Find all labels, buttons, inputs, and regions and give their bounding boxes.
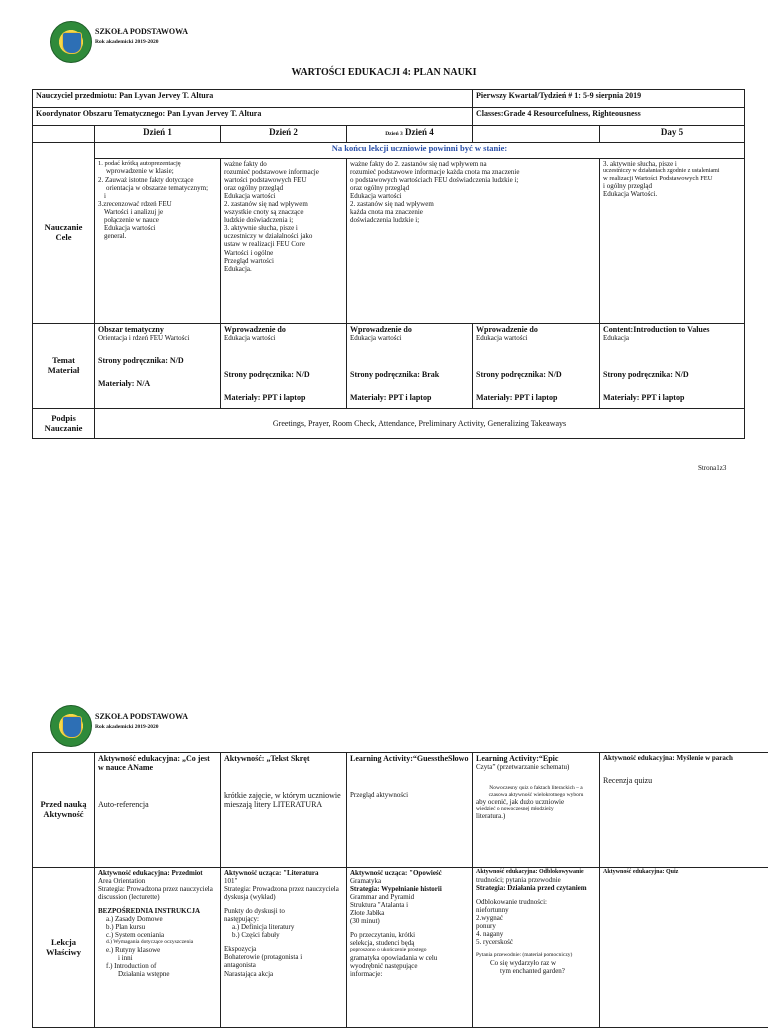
day-3-4-header: Dzień 3 Dzień 4 xyxy=(347,126,473,143)
teacher-info: Nauczyciel przedmiotu: Pan Lyvan Jervey T. Altura xyxy=(33,90,473,108)
before-activity-row-label: Przed nauką Aktywność xyxy=(33,753,95,868)
topic-day-5: Content:Introduction to Values Edukacja Strony podręcznika: N/D Materiały: PPT i laptop xyxy=(600,324,745,409)
objectives-banner: Na końcu lekcji uczniowie powinni być w stanie: xyxy=(95,143,745,159)
before-activity-day-1: Aktywność edukacyjna: „Co jest w nauce AName Auto-referencja xyxy=(95,753,221,868)
before-activity-day-4: Learning Activity:“Epic Czyta” (przetwarzanie schematu) Nowoczesny quiz o faktach literackich – a czasowa aktywność wielokrotnego wyboru aby ocenić, jak dużo uczniowie wiedzieć o nowoczesnej młodzieży literatura.) xyxy=(473,753,600,868)
school-name-page-2: SZKOŁA PODSTAWOWA xyxy=(95,712,188,721)
lesson-day-4: Aktywność edukacyjna: Odblokowywanie trudności; pytania przewodnie Strategia: Działania przed czytaniem Odblokowanie trudności: niefortunny 2.wygnać ponury 4. nagany 5. rycerskość Pytania przewodnie: (materiał pomocniczy) Co się wydarzyło raz w tym enchanted garden? xyxy=(473,868,600,1028)
lesson-day-3: Aktywność ucząca: "Opowieść Gramatyka Strategia: Wypełnianie historii Grammar and Pyramid Struktura "Atalanta i Złote Jabłka (30 minut) Po przeczytaniu, krótki selekcja, studenci będą poproszono o ukończenie prostego gramatyka opowiadania w celu wyodrębnić następujące informacje: xyxy=(347,868,473,1028)
before-activity-day-5: Aktywność edukacyjna: Myślenie w parach Recenzja quizu xyxy=(600,753,768,868)
topic-day-3: Wprowadzenie do Edukacja wartości Strony podręcznika: Brak Materiały: PPT i laptop xyxy=(347,324,473,409)
objectives-row-label: Nauczanie Cele xyxy=(33,143,95,324)
before-activity-day-2: Aktywność: „Tekst Skręt krótkie zajęcie, w którym uczniowie mieszają litery LITERATURA xyxy=(221,753,347,868)
signature-row-label: Podpis Nauczanie xyxy=(33,409,95,439)
topic-day-1: Obszar tematyczny Orientacja i rdzeń FEU Wartości Strony podręcznika: N/D Materiały: N/A xyxy=(95,324,221,409)
academic-year: Rok akademicki 2019-2020 xyxy=(95,39,159,45)
lesson-day-5: Aktywność edukacyjna: Quiz xyxy=(600,868,768,1028)
lesson-plan-table xyxy=(32,89,745,439)
before-activity-day-3: Learning Activity:“GuesstheSłowo Przegląd aktywności xyxy=(347,753,473,868)
signature-routine: Greetings, Prayer, Room Check, Attendance, Preliminary Activity, Generalizing Takeaways xyxy=(95,409,745,439)
day-1-header: Dzień 1 xyxy=(95,126,221,143)
objectives-day-5: 3. aktywnie słucha, pisze i uczestniczy w działaniach zgodnie z ustaleniami w realizacji Wartości Podstawowych FEU i ogólny przegląd Edukacja Wartości. xyxy=(600,159,745,324)
topic-day-2: Wprowadzenie do Edukacja wartości Strony podręcznika: N/D Materiały: PPT i laptop xyxy=(221,324,347,409)
school-logo xyxy=(50,21,92,63)
quarter-info: Pierwszy Kwartał/Tydzień # 1: 5-9 sierpnia 2019 xyxy=(473,90,745,108)
corner-cell xyxy=(33,126,95,143)
lesson-day-2: Aktywność ucząca: "Literatura 101" Strategia: Prowadzona przez nauczyciela dyskusja (wykład) Punkty do dyskusji to następujący: a.) Definicja literatury b.) Części fabuły Ekspozycja Bohaterowie (protagonista i antagonista Narastająca akcja xyxy=(221,868,347,1028)
objectives-day-1: 1. podać krótką autoprezentację wprowadzenie w klasie; 2. Zauważ istotne fakty dotyczące orientacja w obszarze tematycznym; i 3.zrecenzować rdzeń FEU Wartości i analizuj je połączenie w nauce Edukacja wartości general. xyxy=(95,159,221,324)
day-5-header: Day 5 xyxy=(600,126,745,143)
objectives-day-3-4: ważne fakty do 2. zastanów się nad wpływem na rozumieć podstawowe informacje każda cnota ma znaczenie o podstawowych wartościach FEU doświadczenia ludzkie i; oraz ogólny przegląd Edukacja wartości 2. zastanów się nad wpływem każda cnota ma znaczenie doświadczenia ludzkie i; xyxy=(347,159,600,324)
lesson-day-1: Aktywność edukacyjna: Przedmiot Area Orientation Strategia: Prowadzona przez nauczyciela discussion (lecturette) BEZPOŚREDNIA INSTRUKCJA a.) Zasady Domowe b.) Plan kursu c.) System oceniania d.) Wymagania dotyczące oczyszczenia e.) Rutyny klasowe i inni f.) Introduction of Działania wstępne xyxy=(95,868,221,1028)
lesson-plan-table-page-2 xyxy=(32,752,768,1028)
lesson-row-label: Lekcja Właściwy xyxy=(33,868,95,1028)
school-name: SZKOŁA PODSTAWOWA xyxy=(95,27,188,36)
coordinator-info: Koordynator Obszaru Tematycznego: Pan Lyvan Jervey T. Altura xyxy=(33,108,473,126)
academic-year-page-2: Rok akademicki 2019-2020 xyxy=(95,724,159,730)
day-2-header: Dzień 2 xyxy=(221,126,347,143)
topic-row-label: Temat Materiał xyxy=(33,324,95,409)
classes-info: Classes:Grade 4 Resourcefulness, Righteousness xyxy=(473,108,745,126)
page-title: WARTOŚCI EDUKACJI 4: PLAN NAUKI xyxy=(0,67,768,79)
objectives-day-2: ważne fakty do rozumieć podstawowe informacje wartości podstawowych FEU oraz ogólny przegląd Edukacja wartości 2. zastanów się nad wpływem wszystkie cnoty są znaczące ludzkie doświadczenia i; 3. aktywnie słucha, pisze i uczestniczy w działalności jako ustaw w realizacji FEU Core Wartości i ogólne Przegląd wartości Edukacja. xyxy=(221,159,347,324)
topic-day-4: Wprowadzenie do Edukacja wartości Strony podręcznika: N/D Materiały: PPT i laptop xyxy=(473,324,600,409)
school-logo-page-2 xyxy=(50,705,92,747)
day-empty-header xyxy=(473,126,600,143)
page-number: Strona1z3 xyxy=(698,464,726,472)
